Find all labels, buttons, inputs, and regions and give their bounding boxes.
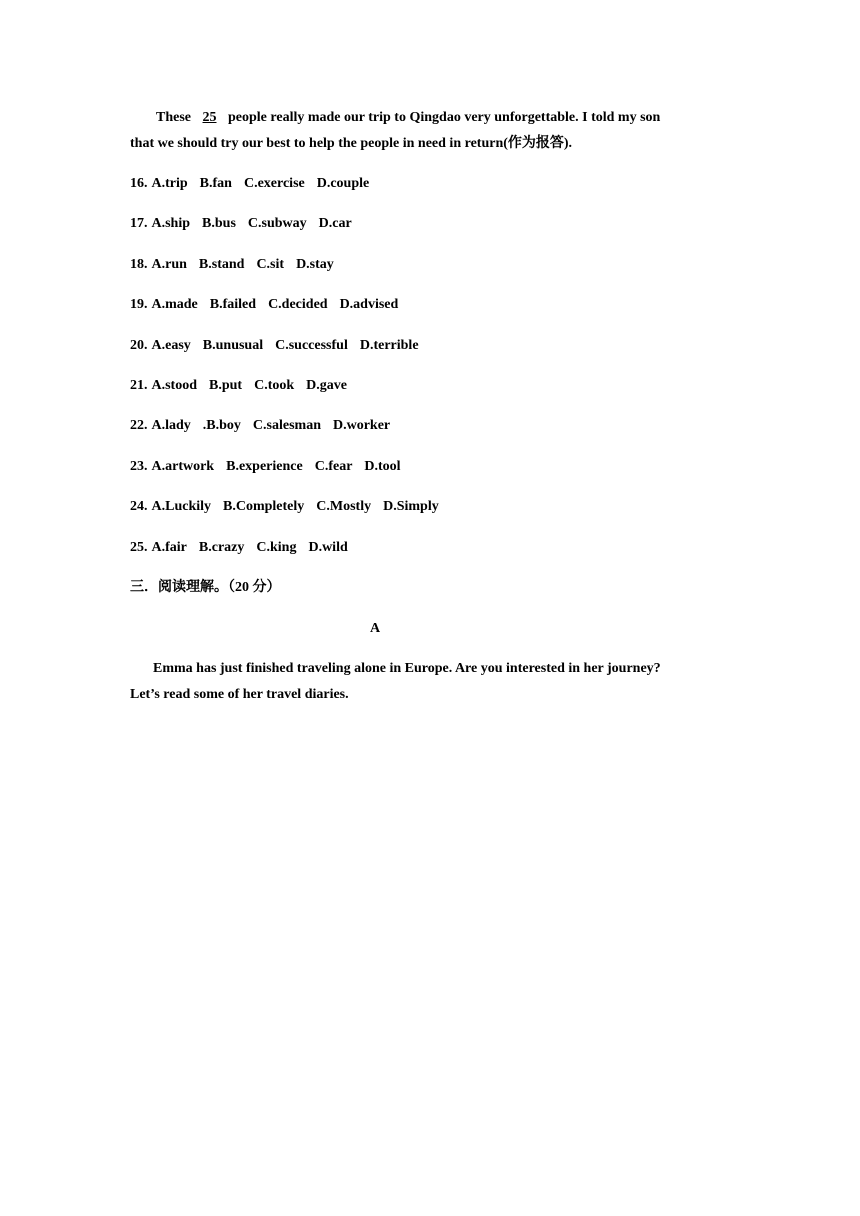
question-number: 21. bbox=[130, 378, 148, 393]
question-number: 24. bbox=[130, 499, 148, 514]
question-row bbox=[130, 377, 347, 395]
part-label: A bbox=[369, 621, 381, 636]
answer-option: C.successful bbox=[275, 338, 348, 353]
answer-option: B.stand bbox=[198, 257, 245, 272]
answer-option: D.terrible bbox=[359, 338, 419, 353]
answer-option: A.ship bbox=[151, 216, 191, 231]
answer-option: C.fear bbox=[314, 459, 353, 474]
question-number: 23. bbox=[130, 459, 148, 474]
section-heading bbox=[130, 579, 281, 597]
question-row bbox=[130, 417, 390, 435]
answer-option: D.Simply bbox=[383, 499, 439, 514]
answer-option: A.lady bbox=[151, 418, 191, 433]
answer-option: .B.boy bbox=[202, 418, 241, 433]
question-row bbox=[130, 256, 334, 274]
answer-option: C.sit bbox=[256, 257, 285, 272]
answer-option: D.worker bbox=[332, 418, 391, 433]
answer-option: D.wild bbox=[308, 540, 348, 555]
intro-line-1: Emma has just finished traveling alone in Europe. Are you interested in her journey? bbox=[153, 661, 661, 676]
question-number: 22. bbox=[130, 418, 148, 433]
answer-option: B.fan bbox=[199, 176, 232, 191]
answer-option: A.fair bbox=[151, 540, 187, 555]
answer-option: A.easy bbox=[151, 338, 191, 353]
question-row bbox=[130, 458, 401, 476]
question-row bbox=[130, 175, 369, 193]
answer-option: D.car bbox=[318, 216, 352, 231]
answer-option: B.Completely bbox=[223, 499, 305, 514]
answer-option: A.Luckily bbox=[151, 499, 212, 514]
answer-option: C.exercise bbox=[243, 176, 305, 191]
question-number: 20. bbox=[130, 338, 148, 353]
answer-option: D.stay bbox=[296, 257, 334, 272]
question-number: 16. bbox=[130, 176, 148, 191]
answer-option: C.subway bbox=[247, 216, 307, 231]
answer-option: C.salesman bbox=[252, 418, 321, 433]
question-row bbox=[130, 539, 348, 557]
answer-option: C.Mostly bbox=[316, 499, 372, 514]
question-row bbox=[130, 296, 398, 314]
passage-text-before: These bbox=[156, 110, 191, 125]
answer-option: B.bus bbox=[202, 216, 236, 231]
blank-25: 25 bbox=[202, 110, 217, 125]
answer-option: C.king bbox=[256, 540, 297, 555]
answer-option: D.couple bbox=[316, 176, 370, 191]
section-heading-text: 三．阅读理解。（20 分） bbox=[130, 580, 281, 595]
passage-line-2: that we should try our best to help the people in need in return(作为报答). bbox=[130, 136, 573, 151]
passage-text-after: people really made our trip to Qingdao very unforgettable. I told my son bbox=[228, 110, 661, 125]
answer-option: B.put bbox=[209, 378, 243, 393]
answer-option: A.made bbox=[151, 297, 198, 312]
question-number: 25. bbox=[130, 540, 148, 555]
question-number: 18. bbox=[130, 257, 148, 272]
answer-option: D.gave bbox=[306, 378, 347, 393]
question-number: 19. bbox=[130, 297, 148, 312]
passage-line-1 bbox=[156, 109, 660, 127]
answer-option: A.run bbox=[151, 257, 187, 272]
question-row bbox=[130, 498, 439, 516]
answer-option: A.stood bbox=[151, 378, 198, 393]
answer-option: A.trip bbox=[151, 176, 188, 191]
answer-option: D.tool bbox=[364, 459, 401, 474]
intro-line-2: Let’s read some of her travel diaries. bbox=[130, 687, 349, 702]
question-row bbox=[130, 337, 419, 355]
answer-option: C.decided bbox=[268, 297, 328, 312]
answer-option: B.failed bbox=[209, 297, 257, 312]
answer-option: B.experience bbox=[226, 459, 303, 474]
answer-option: B.unusual bbox=[202, 338, 264, 353]
answer-option: D.advised bbox=[339, 297, 399, 312]
answer-option: A.artwork bbox=[151, 459, 215, 474]
answer-option: B.crazy bbox=[198, 540, 245, 555]
question-row bbox=[130, 215, 352, 233]
answer-option: C.took bbox=[254, 378, 295, 393]
question-number: 17. bbox=[130, 216, 148, 231]
